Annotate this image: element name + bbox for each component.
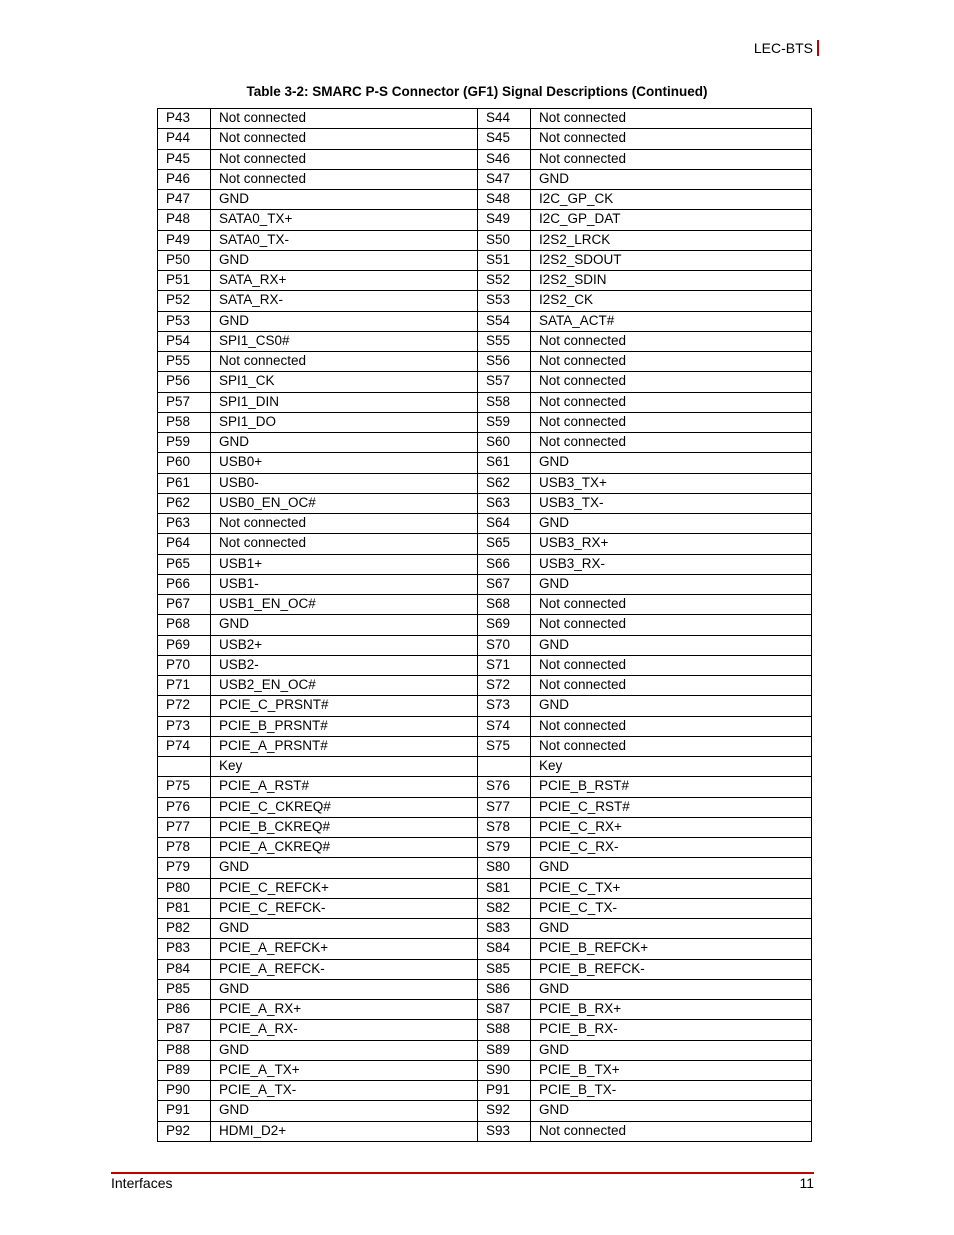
pin-s-cell: S69 [478,615,531,635]
pin-p-cell: P46 [158,169,211,189]
table-row [158,554,812,574]
signal-s-cell: PCIE_C_TX- [531,898,812,918]
signal-p-cell: GND [211,190,478,210]
table-row [158,757,812,777]
pin-s-cell: S68 [478,595,531,615]
signal-s-cell: Not connected [531,615,812,635]
pin-s-cell: S79 [478,838,531,858]
table-row [158,979,812,999]
signal-p-cell: USB2- [211,655,478,675]
pin-p-cell: P86 [158,1000,211,1020]
signal-p-cell: Not connected [211,514,478,534]
table-row [158,655,812,675]
signal-p-cell: Not connected [211,129,478,149]
pin-p-cell: P81 [158,898,211,918]
signal-s-cell: PCIE_B_REFCK+ [531,939,812,959]
table-row [158,817,812,837]
pin-s-cell: S46 [478,149,531,169]
signal-s-cell: PCIE_C_RX- [531,838,812,858]
pin-p-cell: P83 [158,939,211,959]
pin-p-cell: P73 [158,716,211,736]
signal-s-cell: Not connected [531,129,812,149]
pin-p-cell: P65 [158,554,211,574]
signal-s-cell: GND [531,919,812,939]
table-row [158,392,812,412]
pin-p-cell: P63 [158,514,211,534]
table-row [158,615,812,635]
pin-s-cell: S74 [478,716,531,736]
pin-p-cell: P61 [158,473,211,493]
pin-p-cell: P45 [158,149,211,169]
pin-s-cell: S49 [478,210,531,230]
signal-p-cell: PCIE_A_RX+ [211,1000,478,1020]
pin-s-cell: S63 [478,493,531,513]
signal-s-cell: Not connected [531,433,812,453]
table-row [158,149,812,169]
table-row [158,493,812,513]
pin-s-cell: S85 [478,959,531,979]
signal-s-cell: I2C_GP_DAT [531,210,812,230]
pin-s-cell: S84 [478,939,531,959]
pin-p-cell: P71 [158,676,211,696]
pin-s-cell: S73 [478,696,531,716]
pin-p-cell: P64 [158,534,211,554]
table-row [158,736,812,756]
signal-p-cell: GND [211,979,478,999]
pin-p-cell: P56 [158,372,211,392]
signal-s-cell: Key [531,757,812,777]
signal-p-cell: USB2+ [211,635,478,655]
pin-s-cell: S60 [478,433,531,453]
signal-p-cell: GND [211,919,478,939]
pin-s-cell: S67 [478,574,531,594]
table-row [158,1101,812,1121]
signal-p-cell: PCIE_A_TX- [211,1081,478,1101]
pin-s-cell: S65 [478,534,531,554]
table-row [158,210,812,230]
pin-p-cell: P89 [158,1060,211,1080]
signal-s-cell: PCIE_B_RX+ [531,1000,812,1020]
signal-s-cell: I2S2_LRCK [531,230,812,250]
signal-s-cell: Not connected [531,736,812,756]
signal-p-cell: PCIE_C_REFCK+ [211,878,478,898]
pin-s-cell: S58 [478,392,531,412]
signal-s-cell: Not connected [531,412,812,432]
table-row [158,190,812,210]
signal-s-cell: Not connected [531,655,812,675]
table-row [158,1081,812,1101]
pin-s-cell: S51 [478,250,531,270]
pin-p-cell: P80 [158,878,211,898]
table-row [158,514,812,534]
pin-s-cell: S71 [478,655,531,675]
pin-p-cell: P55 [158,352,211,372]
signal-p-cell: Not connected [211,149,478,169]
pin-p-cell: P76 [158,797,211,817]
pin-p-cell: P43 [158,109,211,129]
pin-s-cell: S81 [478,878,531,898]
signal-s-cell: PCIE_C_TX+ [531,878,812,898]
pin-s-cell: S62 [478,473,531,493]
signal-p-cell: PCIE_A_REFCK- [211,959,478,979]
signal-p-cell: GND [211,433,478,453]
table-row [158,1000,812,1020]
table-row [158,311,812,331]
signal-p-cell: SATA_RX+ [211,271,478,291]
signal-p-cell: USB1_EN_OC# [211,595,478,615]
table-row [158,676,812,696]
pin-p-cell: P87 [158,1020,211,1040]
pin-s-cell: S92 [478,1101,531,1121]
pin-p-cell: P67 [158,595,211,615]
signal-p-cell: PCIE_B_PRSNT# [211,716,478,736]
table-row [158,1060,812,1080]
pin-s-cell: S61 [478,453,531,473]
signal-s-cell: I2S2_SDIN [531,271,812,291]
table-row [158,473,812,493]
pin-p-cell: P54 [158,331,211,351]
signal-p-cell: USB0+ [211,453,478,473]
signal-p-cell: PCIE_A_TX+ [211,1060,478,1080]
pin-p-cell: P60 [158,453,211,473]
signal-s-cell: USB3_TX+ [531,473,812,493]
pin-p-cell: P50 [158,250,211,270]
table-row [158,716,812,736]
pin-s-cell: S55 [478,331,531,351]
signal-s-cell: SATA_ACT# [531,311,812,331]
signal-s-cell: Not connected [531,149,812,169]
pin-p-cell: P85 [158,979,211,999]
signal-s-cell: USB3_RX- [531,554,812,574]
pin-s-cell: S80 [478,858,531,878]
pin-s-cell: S50 [478,230,531,250]
pin-p-cell: P52 [158,291,211,311]
table-caption: Table 3-2: SMARC P-S Connector (GF1) Signal Descriptions (Continued) [246,84,708,99]
signal-p-cell: PCIE_A_RX- [211,1020,478,1040]
signal-p-cell: PCIE_A_CKREQ# [211,838,478,858]
signal-p-cell: SATA_RX- [211,291,478,311]
pin-s-cell: S53 [478,291,531,311]
signal-p-cell: HDMI_D2+ [211,1121,478,1141]
table-row [158,959,812,979]
signal-p-cell: PCIE_C_REFCK- [211,898,478,918]
table-row [158,291,812,311]
pin-p-cell: P72 [158,696,211,716]
signal-s-cell: Not connected [531,716,812,736]
signal-table [157,108,812,1142]
signal-p-cell: GND [211,858,478,878]
pin-s-cell: S70 [478,635,531,655]
table-row [158,352,812,372]
table-row [158,696,812,716]
pin-p-cell: P70 [158,655,211,675]
signal-p-cell: SPI1_DIN [211,392,478,412]
pin-p-cell: P79 [158,858,211,878]
signal-s-cell: PCIE_C_RST# [531,797,812,817]
signal-table-body [158,109,812,1142]
pin-s-cell: S82 [478,898,531,918]
table-row [158,331,812,351]
pin-s-cell: S76 [478,777,531,797]
pin-p-cell: P69 [158,635,211,655]
pin-s-cell: S90 [478,1060,531,1080]
table-row [158,271,812,291]
pin-p-cell [158,757,211,777]
pin-p-cell: P49 [158,230,211,250]
table-row [158,534,812,554]
table-row [158,412,812,432]
pin-p-cell: P62 [158,493,211,513]
signal-s-cell: GND [531,574,812,594]
table-row [158,878,812,898]
signal-p-cell: PCIE_B_CKREQ# [211,817,478,837]
table-row [158,1040,812,1060]
signal-s-cell: PCIE_B_REFCK- [531,959,812,979]
pin-p-cell: P51 [158,271,211,291]
signal-p-cell: Not connected [211,534,478,554]
pin-p-cell: P58 [158,412,211,432]
pin-p-cell: P48 [158,210,211,230]
pin-p-cell: P91 [158,1101,211,1121]
signal-p-cell: SATA0_TX+ [211,210,478,230]
pin-s-cell: S89 [478,1040,531,1060]
pin-p-cell: P88 [158,1040,211,1060]
signal-p-cell: Not connected [211,352,478,372]
signal-s-cell: Not connected [531,109,812,129]
table-row [158,1121,812,1141]
header-accent-bar [817,40,819,56]
signal-p-cell: SPI1_DO [211,412,478,432]
pin-p-cell: P92 [158,1121,211,1141]
pin-p-cell: P74 [158,736,211,756]
signal-s-cell: GND [531,1101,812,1121]
pin-p-cell: P77 [158,817,211,837]
pin-s-cell: S77 [478,797,531,817]
signal-p-cell: PCIE_A_RST# [211,777,478,797]
pin-s-cell: S47 [478,169,531,189]
table-row [158,453,812,473]
signal-s-cell: PCIE_B_TX- [531,1081,812,1101]
pin-s-cell: S64 [478,514,531,534]
pin-s-cell: S72 [478,676,531,696]
document-name: LEC-BTS [753,40,813,56]
signal-s-cell: Not connected [531,372,812,392]
signal-p-cell: USB1- [211,574,478,594]
signal-p-cell: PCIE_A_PRSNT# [211,736,478,756]
pin-s-cell: S59 [478,412,531,432]
signal-s-cell: GND [531,635,812,655]
signal-p-cell: SPI1_CK [211,372,478,392]
signal-s-cell: Not connected [531,595,812,615]
pin-p-cell: P66 [158,574,211,594]
signal-s-cell: GND [531,453,812,473]
pin-p-cell: P90 [158,1081,211,1101]
signal-s-cell: USB3_TX- [531,493,812,513]
signal-s-cell: Not connected [531,331,812,351]
signal-p-cell: GND [211,1101,478,1121]
signal-s-cell: GND [531,696,812,716]
signal-p-cell: PCIE_C_CKREQ# [211,797,478,817]
pin-s-cell [478,757,531,777]
signal-s-cell: Not connected [531,1121,812,1141]
pin-p-cell: P84 [158,959,211,979]
table-row [158,919,812,939]
table-row [158,595,812,615]
signal-s-cell: Not connected [531,352,812,372]
footer-divider [111,1172,814,1174]
table-row [158,777,812,797]
signal-s-cell: GND [531,169,812,189]
signal-s-cell: I2S2_SDOUT [531,250,812,270]
signal-p-cell: Not connected [211,109,478,129]
table-row [158,1020,812,1040]
pin-s-cell: S52 [478,271,531,291]
pin-s-cell: S57 [478,372,531,392]
pin-p-cell: P78 [158,838,211,858]
signal-p-cell: USB2_EN_OC# [211,676,478,696]
signal-s-cell: Not connected [531,392,812,412]
signal-s-cell: GND [531,858,812,878]
signal-p-cell: Key [211,757,478,777]
pin-s-cell: P91 [478,1081,531,1101]
signal-s-cell: PCIE_B_RST# [531,777,812,797]
table-row [158,169,812,189]
pin-p-cell: P57 [158,392,211,412]
table-row [158,372,812,392]
table-row [158,939,812,959]
signal-s-cell: I2C_GP_CK [531,190,812,210]
table-row [158,797,812,817]
table-row [158,858,812,878]
pin-s-cell: S44 [478,109,531,129]
signal-p-cell: USB0- [211,473,478,493]
pin-p-cell: P47 [158,190,211,210]
pin-s-cell: S54 [478,311,531,331]
signal-s-cell: GND [531,1040,812,1060]
pin-p-cell: P82 [158,919,211,939]
signal-p-cell: GND [211,250,478,270]
pin-p-cell: P59 [158,433,211,453]
table-row [158,898,812,918]
signal-p-cell: USB0_EN_OC# [211,493,478,513]
footer-section: Interfaces [111,1175,173,1191]
signal-s-cell: PCIE_B_TX+ [531,1060,812,1080]
pin-p-cell: P75 [158,777,211,797]
pin-s-cell: S75 [478,736,531,756]
table-row [158,433,812,453]
signal-s-cell: Not connected [531,676,812,696]
signal-s-cell: PCIE_C_RX+ [531,817,812,837]
pin-s-cell: S87 [478,1000,531,1020]
signal-p-cell: PCIE_A_REFCK+ [211,939,478,959]
table-row [158,230,812,250]
pin-s-cell: S45 [478,129,531,149]
signal-p-cell: GND [211,1040,478,1060]
pin-s-cell: S78 [478,817,531,837]
table-row [158,838,812,858]
signal-s-cell: PCIE_B_RX- [531,1020,812,1040]
page-header [754,40,819,56]
signal-p-cell: PCIE_C_PRSNT# [211,696,478,716]
signal-s-cell: GND [531,979,812,999]
pin-s-cell: S83 [478,919,531,939]
table-row [158,129,812,149]
signal-s-cell: I2S2_CK [531,291,812,311]
pin-p-cell: P68 [158,615,211,635]
signal-p-cell: SATA0_TX- [211,230,478,250]
signal-p-cell: GND [211,311,478,331]
signal-s-cell: USB3_RX+ [531,534,812,554]
signal-s-cell: GND [531,514,812,534]
pin-s-cell: S86 [478,979,531,999]
pin-p-cell: P53 [158,311,211,331]
pin-p-cell: P44 [158,129,211,149]
pin-s-cell: S48 [478,190,531,210]
table-row [158,109,812,129]
pin-s-cell: S93 [478,1121,531,1141]
table-row [158,250,812,270]
page-number: 11 [799,1175,814,1191]
table-row [158,574,812,594]
signal-p-cell: GND [211,615,478,635]
pin-s-cell: S66 [478,554,531,574]
signal-p-cell: USB1+ [211,554,478,574]
table-row [158,635,812,655]
signal-p-cell: Not connected [211,169,478,189]
pin-s-cell: S88 [478,1020,531,1040]
signal-p-cell: SPI1_CS0# [211,331,478,351]
pin-s-cell: S56 [478,352,531,372]
